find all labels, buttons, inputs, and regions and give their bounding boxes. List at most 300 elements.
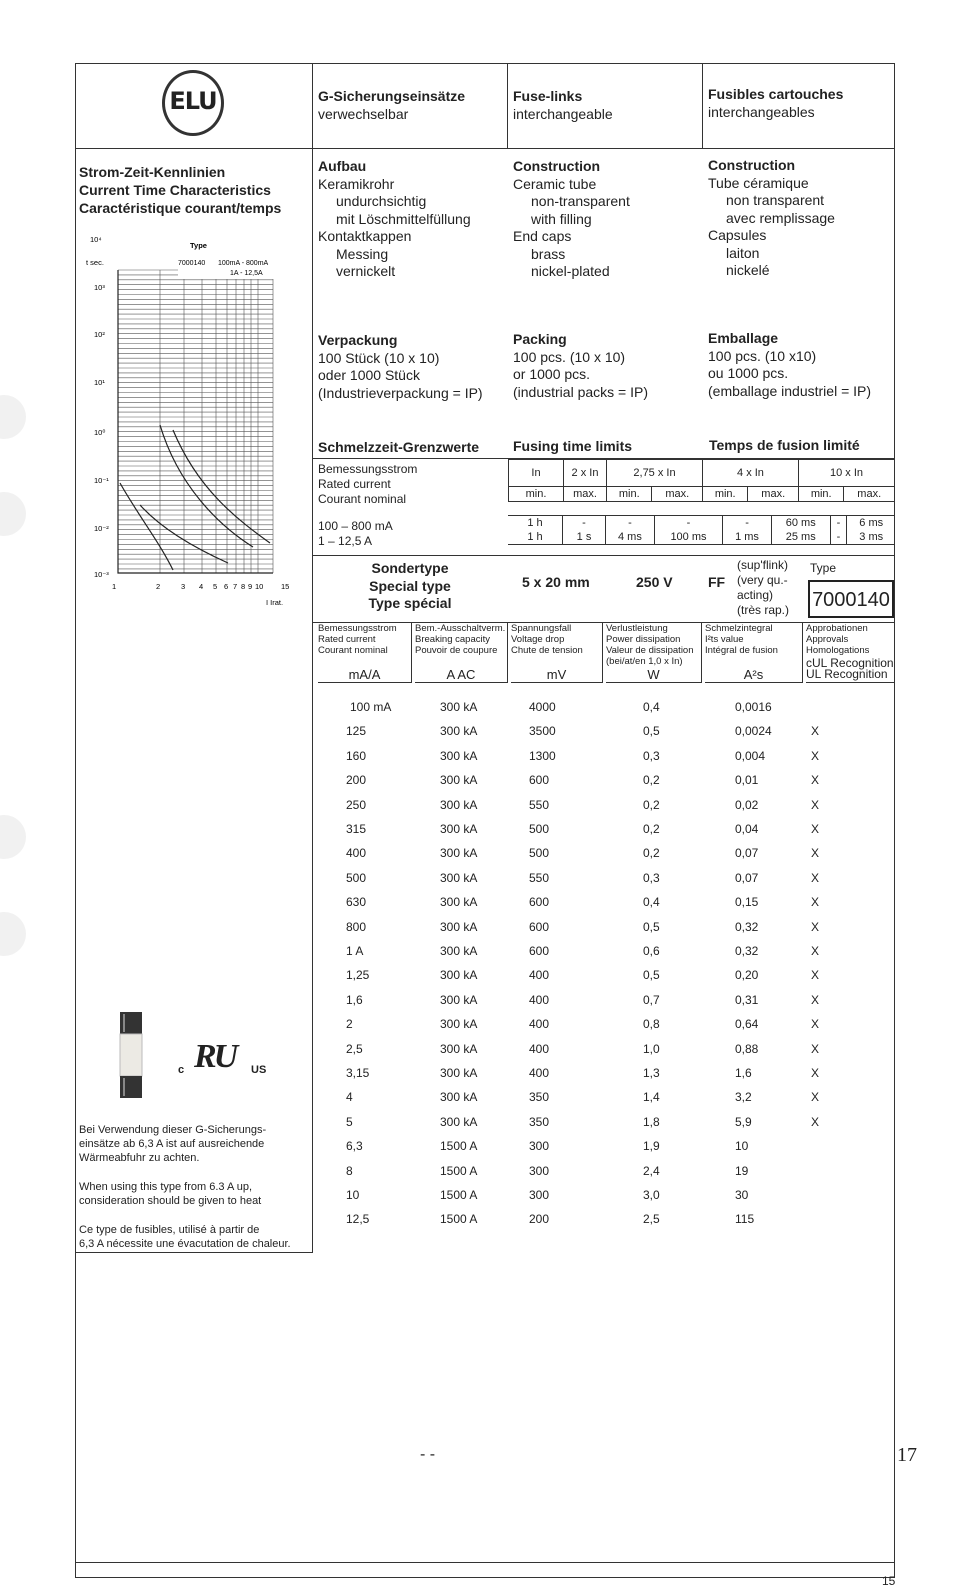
table-cell: 115	[735, 1212, 755, 1227]
table-row	[0, 822, 960, 838]
table-cell: X	[811, 1114, 820, 1129]
packing-de	[318, 332, 483, 402]
table-cell: 300 kA	[440, 1041, 478, 1056]
fusing-cell: -	[723, 516, 772, 531]
column-header-line: Valeur de dissipation	[606, 645, 694, 656]
table-cell: 125	[346, 724, 367, 739]
table-cell: 160	[346, 748, 367, 763]
table-cell: 300 kA	[440, 846, 478, 861]
column-header-line: Intégral de fusion	[705, 645, 778, 656]
fusing-row-label: 1 – 12,5 A	[318, 534, 373, 548]
text-line: Bei Verwendung dieser G-Sicherungs-	[79, 1124, 267, 1136]
packing-de-title: Verpackung	[318, 332, 398, 348]
table-cell: 500	[529, 822, 550, 836]
table-cell: 0,32	[735, 944, 759, 958]
table-cell: 1,4	[643, 1090, 660, 1105]
type-number-box: 7000140	[808, 580, 894, 618]
text-line: Tube céramique	[708, 174, 809, 191]
table-cell: 1,9	[643, 1139, 660, 1154]
column-header-line: Bem.-Ausschaltverm.	[415, 623, 506, 634]
construction-fr-title: Construction	[708, 157, 796, 173]
table-row	[0, 871, 960, 887]
curve-4	[120, 483, 173, 570]
table-cell: 315	[346, 822, 367, 836]
table-cell: X	[811, 1041, 820, 1056]
table-cell: 300 kA	[440, 1114, 478, 1129]
table-cell: 3,0	[643, 1188, 660, 1202]
table-cell: 0,64	[735, 1017, 759, 1032]
table-cell: 300 kA	[440, 1090, 478, 1105]
header-en-title: Fuse-links	[513, 88, 583, 104]
text-line: Sondertype	[371, 560, 449, 576]
fusing-minmax: max.	[748, 487, 799, 502]
table-cell: X	[811, 797, 820, 812]
text-line: Type spécial	[368, 595, 452, 611]
column-unit: W	[647, 667, 660, 682]
fusing-table	[508, 459, 895, 502]
table-cell: 2,5	[346, 1041, 363, 1056]
column-header-line: Power dissipation	[606, 634, 681, 645]
table-cell: X	[811, 846, 820, 861]
table-cell: 10	[346, 1188, 360, 1202]
column-unit: mA/A	[348, 667, 381, 682]
fusing-minmax: min.	[702, 487, 747, 502]
table-cell: 1500 A	[440, 1212, 478, 1227]
table-cell: 0,07	[735, 846, 759, 861]
table-cell: 550	[529, 797, 550, 812]
construction-en	[513, 158, 698, 281]
fusing-de-title: Schmelzzeit-Grenzwerte	[318, 439, 480, 455]
table-cell: 1,25	[346, 968, 370, 983]
table-cell: 2,5	[643, 1212, 660, 1227]
ul-mark-ru: RU	[194, 1038, 236, 1075]
text-line: or 1000 pcs.	[513, 366, 591, 382]
table-cell: 0,0024	[735, 724, 772, 739]
text-line: Kontaktkappen	[318, 228, 412, 244]
x-tick: 7	[233, 582, 238, 591]
x-unit: I Irat.	[266, 598, 284, 607]
column-header-line: (bei/at/en 1,0 x In)	[606, 656, 683, 667]
fusing-values	[508, 515, 895, 545]
fusing-cell: 1 s	[563, 530, 606, 545]
fusing-head: 4 x In	[702, 460, 798, 487]
table-cell: 100 mA	[350, 700, 392, 714]
header-fr	[708, 86, 843, 121]
y-tick: 10²	[94, 330, 105, 339]
table-row	[0, 700, 960, 716]
packing-fr	[708, 330, 871, 400]
table-cell: 0,32	[735, 919, 759, 934]
divider	[702, 63, 703, 148]
x-tick: 8	[241, 582, 246, 591]
table-cell: 0,0016	[735, 700, 772, 714]
table-cell: 0,3	[643, 870, 660, 885]
text-line: avec remplissage	[726, 209, 835, 226]
fusing-cell: -	[830, 516, 847, 531]
header-en	[513, 88, 613, 123]
text-line: 100 pcs. (10 x 10)	[513, 348, 626, 365]
table-cell: 4	[346, 1090, 353, 1105]
special-speed-desc	[737, 558, 789, 618]
fusing-row-labels	[318, 519, 393, 549]
column-unit: A²s	[743, 667, 764, 682]
text-line: Wärmeabfuhr zu achten.	[79, 1152, 200, 1164]
table-cell: 300 kA	[440, 919, 478, 934]
table-cell: 300 kA	[440, 748, 478, 763]
ul-recognition-mark	[178, 1038, 268, 1082]
fusing-row-label: 100 – 800 mA	[318, 519, 393, 533]
fuse-photo	[115, 1010, 147, 1100]
table-cell: 5	[346, 1114, 353, 1129]
header-de	[318, 88, 465, 123]
table-cell: 1,6	[346, 992, 363, 1007]
table-cell: 1 A	[346, 944, 364, 958]
text-line: When using this type from 6.3 A up,	[79, 1181, 253, 1193]
x-tick: 1	[112, 582, 117, 591]
table-cell: 600	[529, 919, 550, 934]
header-de-title: G-Sicherungseinsätze	[318, 88, 466, 104]
table-cell: 3,2	[735, 1090, 752, 1105]
fusing-cell: 4 ms	[606, 530, 655, 545]
table-cell: 1,6	[735, 1066, 752, 1080]
packing-fr-title: Emballage	[708, 330, 779, 346]
text-line: vernickelt	[336, 263, 396, 279]
table-cell: 250	[346, 797, 367, 812]
y-tick: 10⁻³	[94, 570, 109, 579]
table-cell: 4000	[529, 700, 556, 714]
table-cell: 0,4	[643, 700, 660, 714]
x-tick: 9	[248, 582, 253, 591]
packing-en-title: Packing	[513, 331, 567, 347]
divider	[75, 148, 895, 149]
inner-page-number: 15	[882, 1574, 896, 1588]
table-cell: 2	[346, 1017, 353, 1032]
table-cell: 300 kA	[440, 1017, 478, 1032]
table-cell: 500	[529, 846, 550, 861]
fusing-minmax: min.	[798, 487, 843, 502]
table-cell: 0,8	[643, 1017, 660, 1032]
table-cell: X	[811, 870, 820, 885]
fusing-minmax: min.	[509, 487, 564, 502]
column-header-line: Chute de tension	[511, 645, 583, 656]
fusing-en-title: Fusing time limits	[513, 438, 633, 454]
table-cell: 0,7	[643, 992, 660, 1007]
fusing-head: In	[509, 460, 564, 487]
text-line: End caps	[513, 228, 572, 244]
table-cell: 300 kA	[440, 870, 478, 885]
table-row	[0, 724, 960, 740]
column-header-line: Approbationen	[806, 623, 868, 634]
column-header-line: Bemessungsstrom	[318, 623, 397, 634]
text-line: (industrial packs = IP)	[513, 383, 648, 400]
text-line: (emballage industriel = IP)	[708, 382, 872, 399]
text-line: nickel-plated	[531, 263, 610, 279]
column-unit: mV	[546, 667, 567, 682]
column-header-line: Voltage drop	[511, 634, 565, 645]
column-header-line: Homologations	[806, 645, 870, 656]
table-cell: 0,88	[735, 1041, 759, 1056]
logo-text: ELU	[169, 87, 217, 115]
table-cell: 0,3	[643, 748, 660, 763]
text-line: with filling	[531, 210, 592, 227]
table-cell: 600	[529, 944, 550, 958]
chart-title-en: Current Time Characteristics	[79, 182, 271, 198]
fusing-cell: 25 ms	[771, 530, 830, 545]
header-en-sub: interchangeable	[513, 105, 613, 122]
text-line: Keramikrohr	[318, 175, 395, 192]
table-cell: 300	[529, 1188, 550, 1202]
table-cell: 0,2	[643, 822, 660, 836]
table-cell: 2,4	[643, 1163, 660, 1178]
table-cell: 300 kA	[440, 822, 478, 836]
table-cell: 600	[529, 895, 550, 910]
table-cell: 0,2	[643, 846, 660, 861]
text-line: undurchsichtig	[336, 193, 427, 209]
table-row	[0, 920, 960, 936]
table-cell: 1500 A	[440, 1163, 478, 1178]
divider	[313, 555, 895, 556]
table-cell: 0,31	[735, 992, 759, 1007]
table-cell: 1,3	[643, 1066, 660, 1080]
fusing-cell: 1 ms	[723, 530, 772, 545]
y-tick: 10³	[94, 283, 105, 292]
x-tick: 6	[224, 582, 229, 591]
header-de-sub: verwechselbar	[318, 105, 409, 122]
column-header-line: I²ts value	[705, 634, 744, 645]
table-row	[0, 895, 960, 911]
text-line: consideration should be given to heat	[79, 1195, 262, 1207]
table-cell: 350	[529, 1090, 550, 1105]
note-fr	[79, 1223, 309, 1251]
table-cell: 12,5	[346, 1212, 370, 1227]
table-cell: X	[811, 992, 820, 1007]
y-tick: 10⁴	[90, 235, 102, 244]
text-line: Bemessungsstrom	[318, 462, 418, 476]
table-row	[0, 798, 960, 814]
fusing-rated-label	[318, 462, 417, 507]
fusing-cell: -	[654, 516, 722, 531]
table-cell: X	[811, 773, 820, 788]
chart-title-de: Strom-Zeit-Kennlinien	[79, 164, 226, 180]
special-size: 5 x 20 mm	[522, 574, 590, 590]
text-line: (très rap.)	[737, 603, 790, 617]
table-cell: 0,2	[643, 797, 660, 812]
table-cell: 300	[529, 1139, 550, 1154]
table-cell: X	[811, 1090, 820, 1105]
x-tick: 3	[181, 582, 186, 591]
table-cell: 1500 A	[440, 1139, 478, 1154]
y-tick: 10⁰	[94, 428, 106, 437]
table-cell: 0,01	[735, 773, 759, 788]
chart-title	[79, 163, 281, 217]
text-line: non-transparent	[531, 193, 630, 209]
column-header-line: cUL Recognition	[806, 656, 894, 670]
table-cell: 400	[529, 1041, 550, 1056]
divider	[75, 1562, 895, 1563]
table-cell: 3500	[529, 724, 556, 739]
fusing-cell: 6 ms	[847, 516, 895, 531]
legend-number: 7000140	[178, 260, 206, 267]
chart-title-fr: Caractéristique courant/temps	[79, 200, 282, 216]
table-row	[0, 846, 960, 862]
fusing-head: 2 x In	[564, 460, 607, 487]
table-cell: 350	[529, 1114, 550, 1129]
elu-logo	[162, 70, 224, 136]
text-line: Rated current	[318, 477, 391, 491]
text-line: laiton	[726, 244, 760, 261]
table-cell: 0,4	[643, 895, 660, 910]
table-cell: X	[811, 1066, 820, 1080]
table-cell: 400	[529, 968, 550, 983]
column-header	[806, 623, 895, 683]
table-cell: 0,15	[735, 895, 759, 910]
special-type-label	[330, 560, 490, 613]
y-tick: 10¹	[94, 378, 105, 387]
fusing-cell: 100 ms	[654, 530, 722, 545]
punch-hole	[0, 395, 26, 439]
text-line: ou 1000 pcs.	[708, 365, 789, 381]
column-header-line: Verlustleistung	[606, 623, 668, 634]
table-cell: X	[811, 724, 820, 739]
x-tick: 15	[281, 582, 290, 591]
text-line: 6,3 A nécessite une évacutation de chaleur.	[79, 1238, 291, 1250]
x-tick: 10	[255, 582, 264, 591]
column-header	[606, 623, 702, 683]
divider	[507, 63, 508, 148]
table-cell: 300 kA	[440, 992, 478, 1007]
column-header-line: Spannungsfall	[511, 623, 572, 634]
table-cell: 1500 A	[440, 1188, 478, 1202]
column-header-line: Rated current	[318, 634, 376, 645]
table-row	[0, 993, 960, 1009]
footer-dashes: - -	[420, 1446, 436, 1463]
text-line: (very qu.-	[737, 573, 788, 587]
column-header	[318, 623, 412, 683]
table-cell: 0,02	[735, 797, 759, 812]
column-unit: UL Recognition	[806, 667, 888, 681]
table-cell: 300 kA	[440, 724, 478, 739]
table-cell: X	[811, 895, 820, 910]
curve-2	[173, 430, 270, 543]
table-cell: 400	[529, 1066, 550, 1080]
text-line: acting)	[737, 588, 774, 602]
text-line: mit Löschmittelfüllung	[336, 210, 471, 227]
text-line: nickelé	[726, 262, 770, 278]
table-cell: 300 kA	[440, 797, 478, 812]
table-cell: 400	[529, 1017, 550, 1032]
table-cell: 300 kA	[440, 773, 478, 788]
x-tick: 2	[156, 582, 161, 591]
fusing-head: 10 x In	[798, 460, 894, 487]
table-cell: X	[811, 944, 820, 958]
table-cell: X	[811, 1017, 820, 1032]
y-tick: 10⁻²	[94, 524, 109, 533]
table-cell: 300 kA	[440, 895, 478, 910]
table-cell: 0,6	[643, 944, 660, 958]
construction-de	[318, 158, 503, 281]
table-cell: 0,5	[643, 919, 660, 934]
fusing-minmax: max.	[564, 487, 607, 502]
fusing-minmax: max.	[652, 487, 703, 502]
legend-type-label: Type	[190, 241, 207, 250]
table-cell: X	[811, 968, 820, 983]
fusing-cell: 1 h	[508, 530, 563, 545]
divider	[75, 1252, 313, 1253]
table-cell: 10	[735, 1139, 749, 1154]
column-header	[511, 623, 603, 683]
table-cell: X	[811, 748, 820, 763]
fusing-cell: -	[606, 516, 655, 531]
text-line: Ce type de fusibles, utilisé à partir de	[79, 1224, 260, 1236]
table-cell: X	[811, 822, 820, 836]
table-cell: 630	[346, 895, 367, 910]
table-cell: 19	[735, 1163, 749, 1178]
text-line: Messing	[336, 245, 389, 262]
table-cell: 3,15	[346, 1066, 370, 1080]
fusing-minmax: max.	[844, 487, 895, 502]
table-cell: 0,5	[643, 968, 660, 983]
legend-range-1: 100mA - 800mA	[218, 260, 269, 267]
table-cell: 0,07	[735, 870, 759, 885]
ul-mark-us: US	[251, 1064, 267, 1076]
table-cell: 400	[346, 846, 367, 861]
special-voltage: 250 V	[636, 574, 673, 590]
table-cell: 0,2	[643, 773, 660, 788]
table-cell: X	[811, 919, 820, 934]
fusing-fr-title: Temps de fusion limité	[709, 437, 860, 453]
fusing-head: 2,75 x In	[607, 460, 703, 487]
note-de	[79, 1123, 309, 1165]
column-header-line: Approvals	[806, 634, 849, 645]
table-cell: 300	[529, 1163, 550, 1178]
table-cell: 550	[529, 870, 550, 885]
text-line: 100 pcs. (10 x10)	[708, 347, 817, 364]
table-cell: 0,5	[643, 724, 660, 739]
text-line: Capsules	[708, 227, 767, 243]
table-cell: 0,04	[735, 822, 759, 836]
fusing-cell: 3 ms	[847, 530, 895, 545]
text-line: 100 Stück (10 x 10)	[318, 349, 440, 366]
header-fr-title: Fusibles cartouches	[708, 86, 844, 102]
text-line: non transparent	[726, 192, 825, 208]
column-header	[705, 623, 803, 683]
note-en	[79, 1180, 309, 1208]
type-label: Type	[810, 561, 837, 575]
header-fr-sub: interchangeables	[708, 103, 815, 120]
y-tick: 10⁻¹	[94, 476, 109, 485]
time-current-chart	[78, 225, 310, 615]
y-unit: t sec.	[86, 258, 104, 267]
fusing-cell: -	[563, 516, 606, 531]
column-header-line: Breaking capacity	[415, 634, 490, 645]
x-tick: 4	[199, 582, 204, 591]
table-cell: 1,0	[643, 1041, 660, 1056]
table-cell: 800	[346, 919, 367, 934]
table-cell: 400	[529, 992, 550, 1007]
table-cell: 500	[346, 870, 367, 885]
text-line: oder 1000 Stück	[318, 367, 420, 383]
text-line: (sup'flink)	[737, 558, 788, 572]
table-cell: 200	[346, 773, 367, 788]
outer-page-number: 17	[897, 1444, 917, 1466]
text-line: einsätze ab 6,3 A ist auf ausreichende	[79, 1138, 265, 1150]
construction-de-title: Aufbau	[318, 158, 367, 174]
fusing-minmax: min.	[607, 487, 652, 502]
table-cell: 300 kA	[440, 700, 478, 714]
table-cell: 1300	[529, 748, 556, 763]
table-cell: 0,004	[735, 748, 766, 763]
column-header	[415, 623, 508, 683]
